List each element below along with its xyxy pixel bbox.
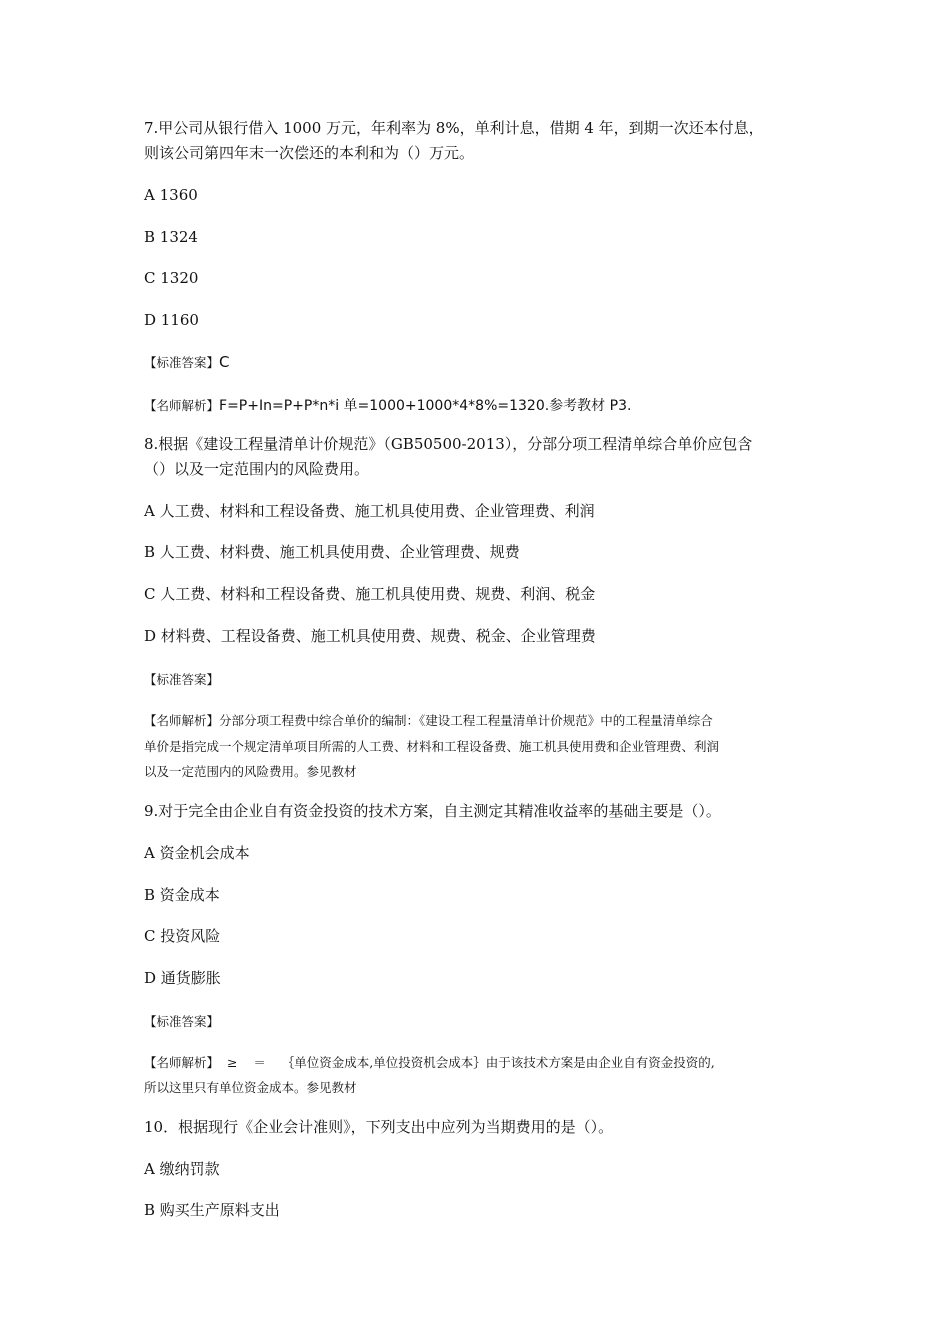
q7-option-d: D 1160	[144, 311, 199, 329]
q7-option-b: B 1324	[144, 228, 198, 246]
q7-option-a: A 1360	[144, 186, 198, 204]
q10-stem-line1: 10．根据现行《企业会计准则》，下列支出中应列为当期费用的是（）。	[144, 1118, 614, 1136]
q8-analysis-text1: 分部分项工程费中综合单价的编制：《建设工程工程量清单计价规范》中的工程量清单综合	[219, 713, 713, 728]
q8-analysis-line2: 单价是指完成一个规定清单项目所需的人工费、材料和工程设备费、施工机具使用费和企业管理费、利润	[144, 739, 720, 754]
q8-option-a: A 人工费、材料和工程设备费、施工机具使用费、企业管理费、利润	[144, 502, 595, 520]
q9-option-c: C 投资风险	[144, 927, 221, 945]
q10-option-a: A 缴纳罚款	[144, 1160, 220, 1178]
q9-analysis-text1: ≥ ＝ ｛单位资金成本,单位投资机会成本｝由于该技术方案是由企业自有资金投资的,	[219, 1055, 715, 1070]
q7-answer	[144, 352, 230, 373]
q9-analysis-line2: 所以这里只有单位资金成本。参见教材	[144, 1080, 357, 1095]
q7-answer-label: 【标准答案】	[144, 355, 220, 370]
q9-option-d: D 通货膨胀	[144, 969, 221, 987]
q8-option-b: B 人工费、材料费、施工机具使用费、企业管理费、规费	[144, 543, 520, 561]
q9-answer-label: 【标准答案】	[144, 1014, 220, 1029]
q10-option-b: B 购买生产原料支出	[144, 1201, 280, 1219]
q9-stem-line1: 9.对于完全由企业自有资金投资的技术方案，自主测定其精准收益率的基础主要是（）。	[144, 802, 721, 820]
q8-answer-label: 【标准答案】	[144, 672, 220, 687]
q7-stem-line1: 7.甲公司从银行借入 1000 万元，年利率为 8%，单利计息，借期 4 年，到期一次还本付息，	[144, 119, 764, 137]
q7-stem-line2: 则该公司第四年末一次偿还的本利和为（）万元。	[144, 144, 475, 162]
q9-analysis-label: 【名师解析】	[144, 1055, 220, 1070]
q8-analysis-line1	[144, 711, 713, 731]
q9-analysis-line1	[144, 1053, 715, 1073]
q9-option-b: B 资金成本	[144, 886, 220, 904]
q8-analysis-line3: 以及一定范围内的风险费用。参见教材	[144, 764, 357, 779]
q8-stem-line1: 8.根据《建设工程量清单计价规范》（GB50500-2013），分部分项工程清单综合单价应包含	[144, 435, 753, 453]
q7-analysis-text: F=P+In=P+P*n*i 单=1000+1000*4*8%=1320.参考教材 P3.	[219, 398, 632, 414]
q8-option-c: C 人工费、材料和工程设备费、施工机具使用费、规费、利润、税金	[144, 585, 596, 603]
q8-analysis-label: 【名师解析】	[144, 713, 220, 728]
q7-analysis	[144, 395, 631, 416]
q7-answer-value: C	[219, 353, 230, 371]
q7-analysis-label: 【名师解析】	[144, 398, 220, 413]
q9-option-a: A 资金机会成本	[144, 844, 250, 862]
q7-option-c: C 1320	[144, 269, 199, 287]
q8-stem-line2: （）以及一定范围内的风险费用。	[144, 460, 370, 478]
q8-option-d: D 材料费、工程设备费、施工机具使用费、规费、税金、企业管理费	[144, 627, 596, 645]
